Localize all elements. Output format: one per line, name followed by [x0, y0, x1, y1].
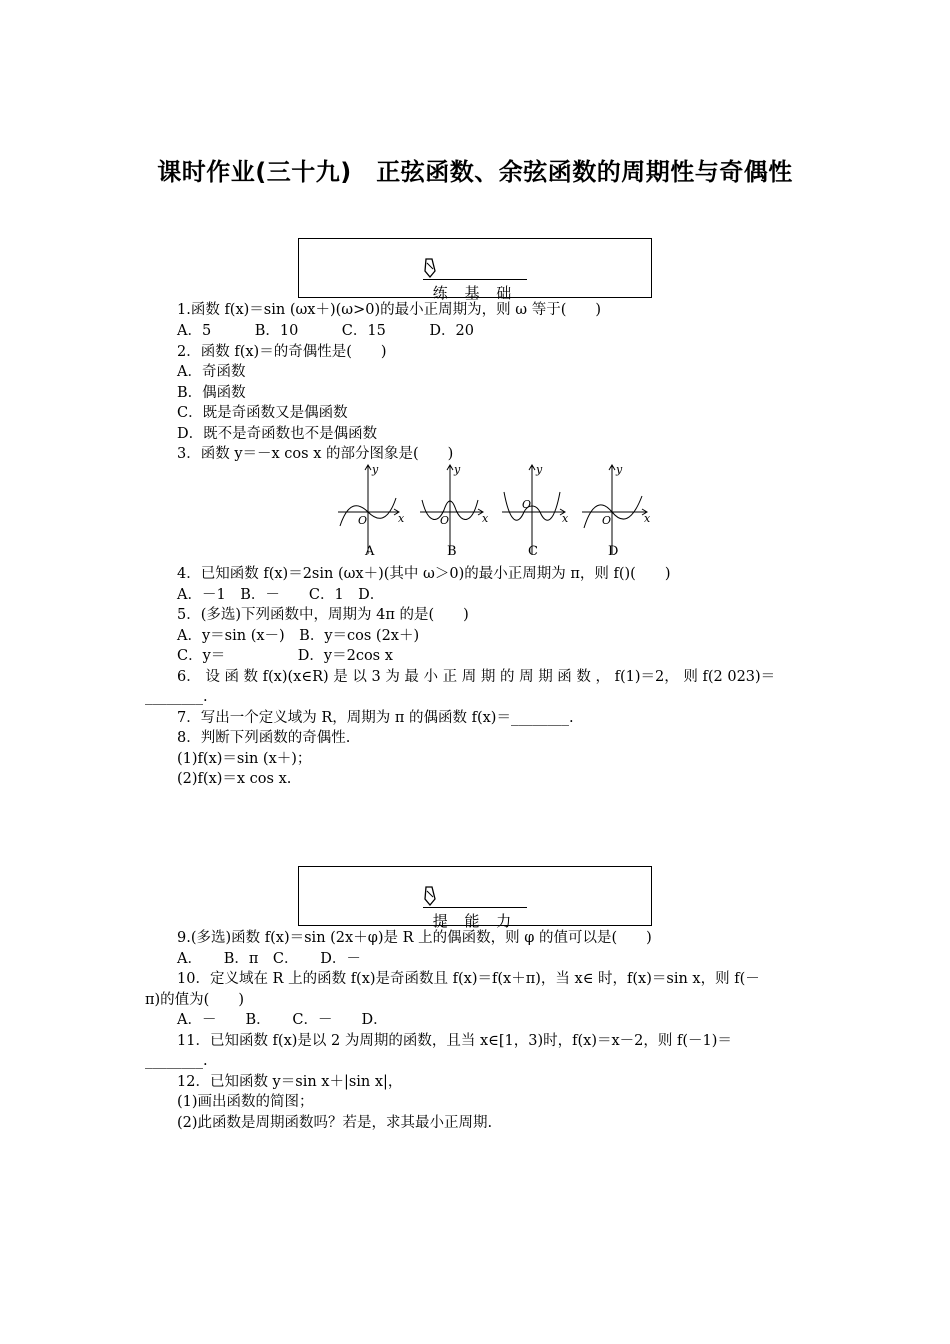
question-2-option-d: D．既不是奇函数也不是偶函数 [177, 426, 378, 442]
question-8-part-1: (1)f(x)＝sin (x＋)； [177, 751, 312, 767]
section-label: 练 基 础 [432, 284, 518, 302]
section-rule [423, 279, 527, 280]
graph-a [338, 465, 399, 554]
question-11: 11．已知函数 f(x)是以 2 为周期的函数，且当 x∈[1，3)时，f(x)＝x－2，则 f(－1)＝ [177, 1033, 732, 1049]
section-header-basic [298, 238, 652, 302]
graph-d-origin: O [602, 514, 612, 527]
section-header-advanced [298, 866, 652, 930]
graph-c [502, 465, 565, 554]
graph-a-x-label: x [398, 512, 405, 525]
graph-c-x-label: x [562, 512, 569, 525]
question-5-options-ab: A．y＝sin (x－) B．y＝cos (2x＋) [177, 628, 420, 644]
question-1: 1.函数 f(x)＝sin (ωx＋)(ω>0)的最小正周期为，则 ω 等于( ) [177, 302, 602, 318]
pen-icon [423, 885, 437, 907]
graph-b-origin: O [440, 514, 450, 527]
page-title: 课时作业(三十九) 正弦函数、余弦函数的周期性与奇偶性 [157, 158, 793, 186]
question-6: 6． 设 函 数 f(x)(x∈R) 是 以 3 为 最 小 正 周 期 的 周 期 函 数 ， f(1)＝2， 则 f(2 023)＝ [177, 669, 776, 685]
question-5-options-cd: C．y＝ D．y＝2cos x [177, 648, 393, 664]
question-10-cont: π)的值为( ) [145, 992, 245, 1008]
question-12-part-2: (2)此函数是周期函数吗？若是，求其最小正周期. [177, 1115, 493, 1131]
section-rule [423, 907, 527, 908]
question-12-part-1: (1)画出函数的简图； [177, 1094, 314, 1110]
question-10-options: A．－ B． C．－ D． [177, 1012, 388, 1028]
graph-label-c: C [528, 544, 538, 559]
graph-d [582, 465, 647, 554]
question-7: 7．写出一个定义域为 R，周期为 π 的偶函数 f(x)＝________. [177, 710, 574, 726]
question-2-option-c: C．既是奇函数又是偶函数 [177, 405, 348, 421]
graph-d-y-label: y [616, 463, 623, 476]
graph-label-b: B [447, 544, 457, 559]
question-2-option-b: B．偶函数 [177, 385, 246, 401]
question-3: 3．函数 y＝－x cos x 的部分图象是( ) [177, 446, 454, 462]
question-4-options: A．－1 B．－ C．1 D． [177, 587, 385, 603]
question-2: 2．函数 f(x)＝的奇偶性是( ) [177, 344, 387, 360]
section-label: 提 能 力 [432, 912, 518, 930]
graph-c-y-label: y [536, 463, 543, 476]
graph-c-origin: O [522, 498, 532, 511]
question-11-blank: ________. [145, 1053, 208, 1069]
graph-label-d: D [608, 544, 619, 559]
question-6-blank: ________. [145, 689, 208, 705]
question-12: 12．已知函数 y＝sin x＋|sin x|， [177, 1074, 403, 1090]
graph-label-a: A [365, 544, 375, 559]
graph-a-origin: O [358, 514, 368, 527]
question-10: 10．定义域在 R 上的函数 f(x)是奇函数且 f(x)＝f(x＋π)，当 x∈ 时，f(x)＝sin x，则 f(－ [177, 971, 760, 987]
question-9: 9.(多选)函数 f(x)＝sin (2x＋φ)是 R 上的偶函数，则 φ 的值可以是( ) [177, 930, 652, 946]
graph-a-y-label: y [372, 463, 379, 476]
question-8-part-2: (2)f(x)＝x cos x. [177, 771, 292, 787]
question-4: 4．已知函数 f(x)＝2sin (ωx＋)(其中 ω＞0)的最小正周期为 π，则 f()( ) [177, 566, 671, 582]
question-5: 5．(多选)下列函数中，周期为 4π 的是( ) [177, 607, 469, 623]
graph-b-y-label: y [454, 463, 461, 476]
question-2-option-a: A．奇函数 [177, 364, 246, 380]
graph-b-x-label: x [482, 512, 489, 525]
question-8: 8．判断下列函数的奇偶性. [177, 730, 351, 746]
pen-icon [423, 257, 437, 279]
question-9-options: A． B．π C． D．－ [177, 951, 361, 967]
question-1-options: A．5 B．10 C．15 D．20 [177, 323, 474, 339]
graph-d-x-label: x [644, 512, 651, 525]
graph-b [420, 465, 483, 554]
